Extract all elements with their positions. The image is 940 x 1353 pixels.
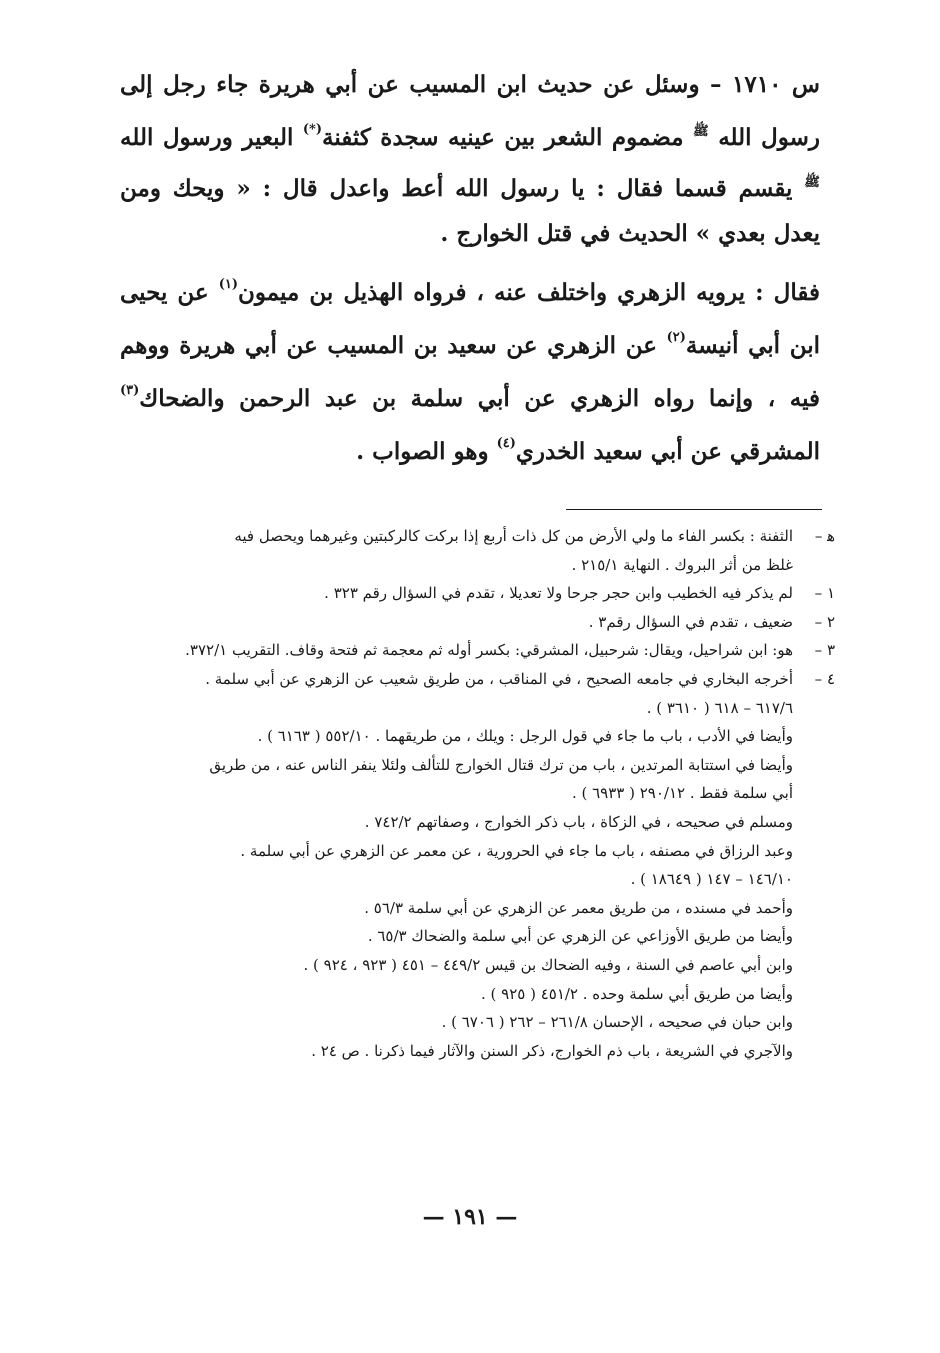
footnote-text xyxy=(115,665,793,722)
question-paragraph xyxy=(120,62,820,256)
footnote-marker: ٢ – xyxy=(814,612,835,631)
main-text xyxy=(120,62,820,474)
text-run: عن الزهري عن سعيد بن المسيب عن أبي هريرة ووهم فيه ، وإنما رواه الزهري عن أبي سلمة بن عبد الرحمن والضحاك xyxy=(120,332,820,412)
footnote-line: هو: ابن شراحيل، ويقال: شرحبيل، المشرقي: بكسر أوله ثم معجمة ثم فتحة وقاف. التقريب ٣٧٢/١. xyxy=(185,641,793,660)
text-run: يقسم قسما فقال : يا رسول الله أعط واعدل قال : « ويحك ومن يعدل بعدي » الحديث في قتل الخوارج . xyxy=(120,175,820,247)
footnote-ref-3: (٣) xyxy=(120,383,140,398)
footnote-text xyxy=(115,579,793,608)
footnote-4-continuation xyxy=(115,722,835,1065)
footnote-line: وأيضا في استتابة المرتدين ، باب من ترك قتال الخوارج للتألف ولئلا ينفر الناس عنه ، من طريق xyxy=(209,755,793,774)
footnote-line: أخرجه البخاري في جامعه الصحيح ، في المناقب ، من طريق شعيب عن الزهري عن أبي سلمة . xyxy=(205,669,793,688)
footnote-marker: ١ – xyxy=(814,584,835,603)
footnote-1 xyxy=(115,579,835,608)
footnote-text xyxy=(115,636,793,665)
footnote-line: وابن أبي عاصم في السنة ، وفيه الضحاك بن قيس ٤٤٩/٢ – ٤٥١ ( ٩٢٣ ، ٩٢٤ ) . xyxy=(303,955,793,974)
footnote-ref-1: (١) xyxy=(218,277,238,292)
footnote-line: وعبد الرزاق في مصنفه ، باب ما جاء في الحرورية ، عن معمر عن الزهري عن أبي سلمة . xyxy=(240,841,793,860)
answer-paragraph xyxy=(120,262,820,474)
footnote-line: ٦١٧/٦ – ٦١٨ ( ٣٦١٠ ) . xyxy=(646,698,793,717)
footnote-line: الثفنة : بكسر الفاء ما ولي الأرض من كل ذات أربع إذا بركت كالركبتين وغيرهما ويحصل فيه xyxy=(234,527,793,545)
footnote-line: وأحمد في مسنده ، من طريق معمر عن الزهري عن أبي سلمة ٥٦/٣ . xyxy=(364,898,793,917)
footnote-line: غلظ من أثر البروك . النهاية ٢١٥/١ . xyxy=(571,555,793,574)
footnote-3 xyxy=(115,636,835,665)
footnotes xyxy=(115,522,835,1065)
footnote-marker: ٤ – xyxy=(814,669,835,688)
text-run: المشرقي عن أبي سعيد الخدري xyxy=(515,438,820,465)
footnote-line: ومسلم في صحيحه ، في الزكاة ، باب ذكر الخوارج ، وصفاتهم ٧٤٢/٢ . xyxy=(364,812,793,831)
footnote-2 xyxy=(115,608,835,637)
salla-symbol: ﷺ xyxy=(693,124,709,139)
text-run: البعير ورسول الله xyxy=(120,124,303,151)
footnote-ref-star: (*) xyxy=(302,122,323,137)
footnote-line: وابن حبان في صحيحه ، الإحسان ٢٦١/٨ – ٢٦٢ ( ٦٧٠٦ ) . xyxy=(441,1013,793,1032)
footnote-line: وأيضا من طريق أبي سلمة وحده . ٤٥١/٢ ( ٩٢٥ ) . xyxy=(480,984,793,1003)
footnote-line: أبي سلمة فقط . ٢٩٠/١٢ ( ٦٩٣٣ ) . xyxy=(571,784,793,803)
footnote-line: وأيضا من طريق الأوزاعي عن الزهري عن أبي سلمة والضحاك ٦٥/٣ . xyxy=(367,927,793,946)
footnote-star xyxy=(115,522,835,579)
footnote-marker: ٣ – xyxy=(814,641,835,660)
question-number: س ١٧١٠ xyxy=(732,71,820,98)
footnote-line: ضعيف ، تقدم في السؤال رقم٣ . xyxy=(588,612,793,631)
footnote-text xyxy=(115,522,793,579)
footnote-line: وأيضا في الأدب ، باب ما جاء في قول الرجل : ويلك ، من طريقهما . ٥٥٢/١٠ ( ٦١٦٣ ) . xyxy=(257,727,793,746)
text-run: فقال : يرويه الزهري واختلف عنه ، فرواه الهذيل بن ميمون xyxy=(237,279,820,306)
footnote-text xyxy=(115,608,793,637)
footnote-marker: ﻫ – xyxy=(814,527,835,545)
text-run: وهو الصواب . xyxy=(356,438,497,465)
footnote-line: ١٤٦/١٠ – ١٤٧ ( ١٨٦٤٩ ) . xyxy=(630,870,793,889)
footnote-line: والآجري في الشريعة ، باب ذم الخوارج، ذكر السنن والآثار فيما ذكرنا . ص ٢٤ . xyxy=(311,1041,793,1060)
text-run: – وسئل عن حديث ابن المسيب عن أبي هريرة جاء رجل إلى رسول الله xyxy=(120,71,820,151)
footnote-line: لم يذكر فيه الخطيب وابن حجر جرحا ولا تعديلا ، تقدم في السؤال رقم ٣٢٣ . xyxy=(324,584,793,603)
footnote-4 xyxy=(115,665,835,722)
footnote-divider xyxy=(566,509,822,510)
page-number: — ١٩١ — xyxy=(422,1204,518,1230)
footnote-ref-4: (٤) xyxy=(496,436,516,451)
footnote-ref-2: (٢) xyxy=(666,330,686,345)
text-run: مضموم الشعر بين عينيه سجدة كثفنة xyxy=(322,124,693,151)
salla-symbol: ﷺ xyxy=(804,175,820,190)
text-run: عن يحيى ابن أبي أنيسة xyxy=(120,279,821,359)
